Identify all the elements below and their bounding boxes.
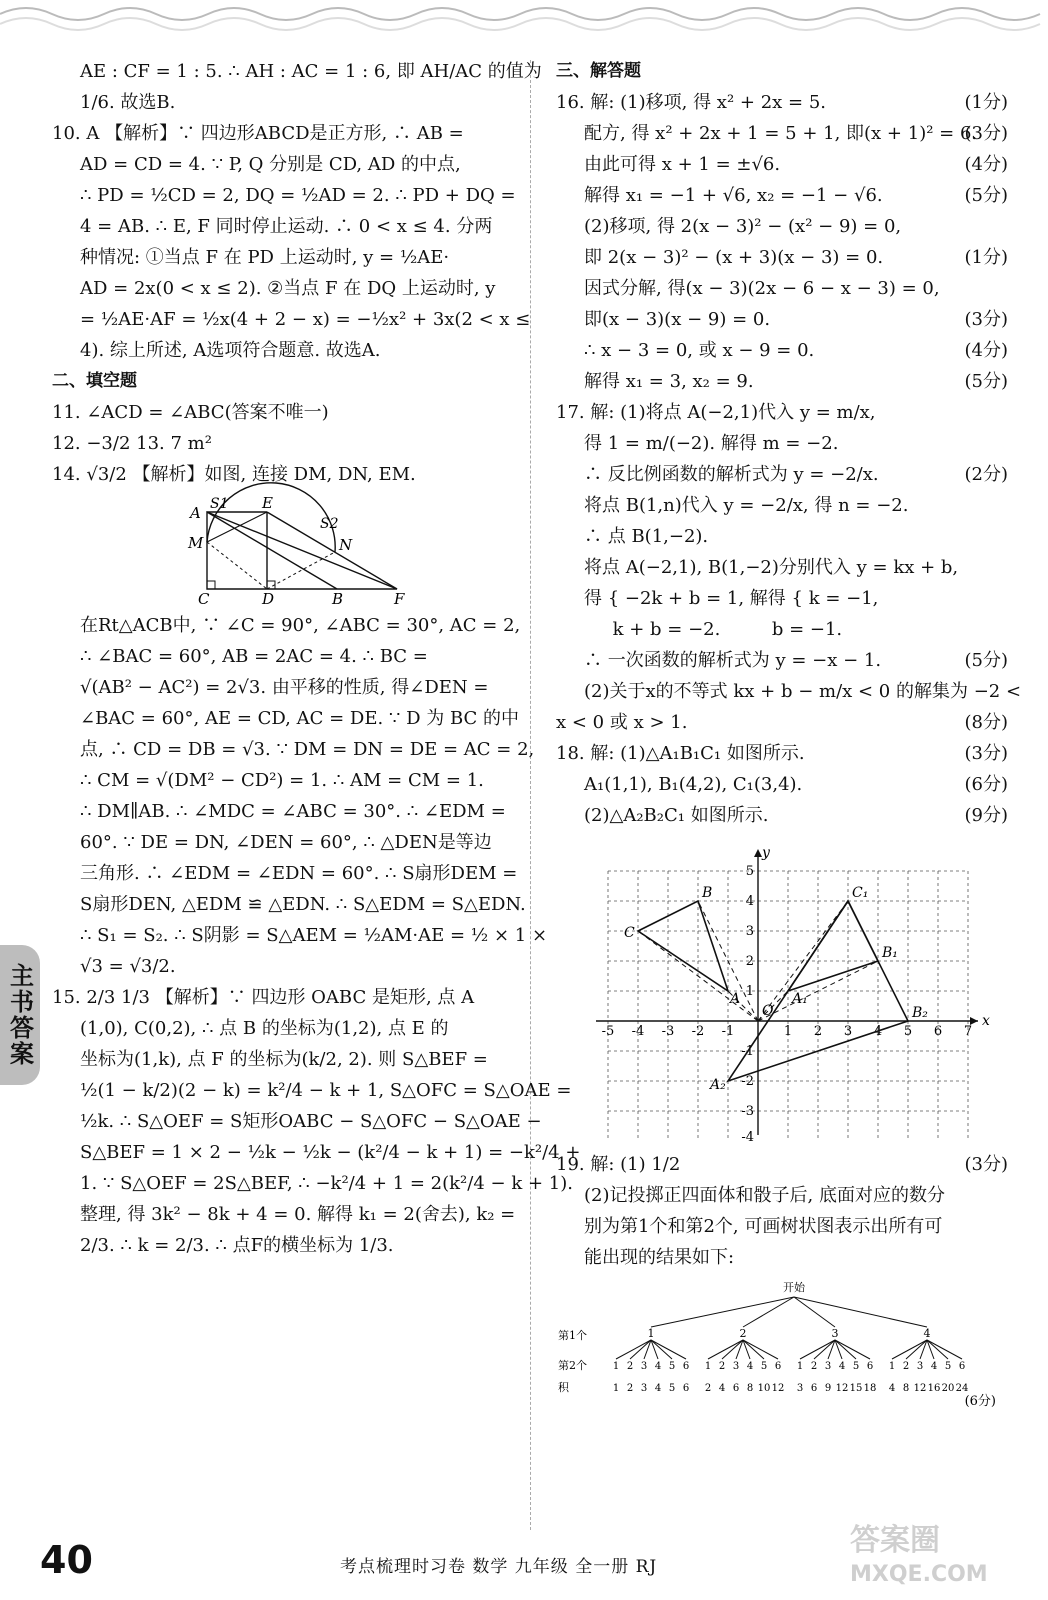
tree-product: 9 <box>824 1383 832 1394</box>
side-tab: 主书答案 <box>0 945 40 1085</box>
tick-y: -2 <box>741 1074 754 1089</box>
score: (8分) <box>964 712 1008 733</box>
text-line: 1. ∵ S△OEF = 2S△BEF, ∴ −k²/4 + 1 = 2(k²/4 − k + 1). <box>80 1173 573 1194</box>
right-column <box>556 56 1022 1411</box>
tree-product: 3 <box>796 1383 804 1394</box>
answer-line: 由此可得 x + 1 = ±√6. (4分) <box>556 149 1008 180</box>
tree-product: 6 <box>810 1383 818 1394</box>
text-line: ∴ S₁ = S₂. ∴ S阴影 = S△AEM = ½AM·AE = ½ × 1 × <box>80 925 548 946</box>
answer-line: ∴ 一次函数的解析式为 y = −x − 1. (5分) <box>556 645 1008 676</box>
point-C: C <box>624 925 635 941</box>
answer-line: ∴ 点 B(1,−2). <box>584 526 709 547</box>
text-line: S扇形DEN, △EDM ≌ △EDN. ∴ S△EDM = S△EDN. <box>80 894 526 915</box>
tree-second-node: 4 <box>746 1361 754 1372</box>
answer-line: 解得 x₁ = 3, x₂ = 9. (5分) <box>556 366 1008 397</box>
origin-label: O <box>762 1003 774 1019</box>
label-C: C <box>198 590 210 608</box>
tree-second-node: 1 <box>888 1361 896 1372</box>
tree-second-node: 5 <box>944 1361 952 1372</box>
text-line: 在Rt△ACB中, ∵ ∠C = 90°, ∠ABC = 30°, AC = 2, <box>80 615 521 636</box>
text-line: AE : CF = 1 : 5. ∴ AH : AC = 1 : 6, 即 AH/AC 的值为 <box>80 61 542 82</box>
text-line: 整理, 得 3k² − 8k + 4 = 0. 解得 k₁ = 2(舍去), k₂ = <box>80 1204 516 1225</box>
tree-first-node: 2 <box>739 1327 747 1340</box>
score: (4分) <box>964 340 1008 361</box>
tree-product: 18 <box>863 1383 877 1394</box>
text-line: ∠BAC = 60°, AE = CD, AC = DE. ∵ D 为 BC 的中 <box>80 708 520 729</box>
text-line: 11. ∠ACD = ∠ABC(答案不唯一) <box>52 402 329 423</box>
tree-second-node: 4 <box>654 1361 662 1372</box>
score: (3分) <box>964 123 1008 144</box>
answer-line: 将点 A(−2,1), B(1,−2)分别代入 y = kx + b, <box>584 557 959 578</box>
text-line: √(AB² − AC²) = 2√3. 由平移的性质, 得∠DEN = <box>80 677 489 698</box>
tree-product: 5 <box>668 1383 676 1394</box>
section-heading: 三、解答题 <box>556 61 641 81</box>
text-line: ∴ CM = √(DM² − CD²) = 1. ∴ AM = CM = 1. <box>80 770 484 791</box>
tree-first-node: 3 <box>831 1327 839 1340</box>
tick-x: 1 <box>783 1024 793 1039</box>
tree-product: 8 <box>902 1383 910 1394</box>
point-B: B <box>702 885 713 901</box>
text-line: 15. 2/3 1/3 【解析】∵ 四边形 OABC 是矩形, 点 A <box>52 987 475 1008</box>
answer-line: 得 { −2k + b = 1, 解得 { k = −1, <box>584 588 879 609</box>
point-C1: C₁ <box>852 885 869 901</box>
answer-line: 17. 解: (1)将点 A(−2,1)代入 y = m/x, <box>556 402 876 423</box>
tree-product: 20 <box>941 1383 955 1394</box>
tree-second-node: 5 <box>852 1361 860 1372</box>
tree-first-node: 1 <box>647 1327 655 1340</box>
text-line: S△BEF = 1 × 2 − ½k − ½k − (k²/4 − k + 1) = −k²/4 + <box>80 1142 581 1163</box>
tick-x: 7 <box>963 1024 973 1039</box>
tree-second-node: 6 <box>682 1361 690 1372</box>
tree-second-node: 3 <box>732 1361 740 1372</box>
tree-row3-label: 积 <box>558 1381 569 1394</box>
answer-line: ∴ 反比例函数的解析式为 y = −2/x. (2分) <box>556 459 1008 490</box>
answer-line: 配方, 得 x² + 2x + 1 = 5 + 1, 即(x + 1)² = 6. (3分) <box>556 118 1008 149</box>
tree-product: 15 <box>849 1383 863 1394</box>
label-D: D <box>262 590 275 608</box>
answer-line: 因式分解, 得(x − 3)(2x − 6 − x − 3) = 0, <box>584 278 940 299</box>
label-A: A <box>190 504 201 522</box>
page-top-border <box>0 0 1048 40</box>
tick-x: 2 <box>813 1024 823 1039</box>
tick-y: -3 <box>741 1104 754 1119</box>
label-M: M <box>188 534 204 552</box>
text-line: 种情况: ①当点 F 在 PD 上运动时, y = ½AE· <box>80 247 450 268</box>
text-line: 12. −3/2 13. 7 m² <box>52 433 212 454</box>
label-S2: S2 <box>320 516 339 532</box>
tick-x: -1 <box>721 1024 735 1039</box>
tree-product: 6 <box>732 1383 740 1394</box>
answer-line: 即(x − 3)(x − 9) = 0. (3分) <box>556 304 1008 335</box>
text-line: (1,0), C(0,2), ∴ 点 B 的坐标为(1,2), 点 E 的 <box>80 1018 449 1039</box>
answer-line: 将点 B(1,n)代入 y = −2/x, 得 n = −2. <box>584 495 909 516</box>
geometry-figure <box>52 494 512 606</box>
axis-x-label: x <box>982 1013 990 1029</box>
tick-y: 4 <box>745 894 754 909</box>
answer-line: (2)记投掷正四面体和骰子后, 底面对应的数分 <box>584 1185 945 1206</box>
score: (5分) <box>964 185 1008 206</box>
text-line: 1/6. 故选B. <box>80 92 176 113</box>
label-F: F <box>394 590 405 608</box>
column-divider <box>530 60 531 1530</box>
tick-x: 5 <box>903 1024 913 1039</box>
text-line: 三角形. ∴ ∠EDM = ∠EDN = 60°. ∴ S扇形DEM = <box>80 863 518 884</box>
watermark: 答案圈 MXQE.COM <box>850 1523 988 1587</box>
tick-x: -3 <box>661 1024 675 1039</box>
text-line: ½(1 − k/2)(2 − k) = k²/4 − k + 1, S△OFC = S△OAE = <box>80 1080 572 1101</box>
tree-second-node: 1 <box>704 1361 712 1372</box>
tree-product: 4 <box>654 1383 662 1394</box>
page-number: 40 <box>40 1538 93 1582</box>
text-line: 4 = AB. ∴ E, F 同时停止运动. ∴ 0 < x ≤ 4. 分两 <box>80 216 493 237</box>
answer-line: 解得 x₁ = −1 + √6, x₂ = −1 − √6. (5分) <box>556 180 1008 211</box>
answer-line: ∴ x − 3 = 0, 或 x − 9 = 0. (4分) <box>556 335 1008 366</box>
text-line: 14. √3/2 【解析】如图, 连接 DM, DN, EM. <box>52 464 416 485</box>
tick-x: -2 <box>691 1024 705 1039</box>
tree-product: 24 <box>955 1383 969 1394</box>
answer-line: 即 2(x − 3)² − (x + 3)(x − 3) = 0. (1分) <box>556 242 1008 273</box>
tree-second-node: 4 <box>930 1361 938 1372</box>
label-S1: S1 <box>210 496 229 512</box>
score: (2分) <box>964 464 1008 485</box>
coordinate-grid-figure <box>556 835 1008 1145</box>
tree-second-node: 3 <box>640 1361 648 1372</box>
score: (3分) <box>964 1154 1008 1175</box>
tick-y: 2 <box>745 954 754 969</box>
score: (5分) <box>964 371 1008 392</box>
tree-score: (6分) <box>964 1394 996 1409</box>
tick-y: 5 <box>745 864 754 879</box>
tick-x: 4 <box>873 1024 883 1039</box>
axis-y-label: y <box>762 845 770 861</box>
tree-product: 1 <box>612 1383 620 1394</box>
score: (1分) <box>964 247 1008 268</box>
tree-second-node: 6 <box>958 1361 966 1372</box>
text-line: ½k. ∴ S△OEF = S矩形OABC − S△OFC − S△OAE − <box>80 1111 542 1132</box>
tree-second-node: 1 <box>796 1361 804 1372</box>
tree-second-node: 6 <box>774 1361 782 1372</box>
tree-product: 12 <box>835 1383 849 1394</box>
answer-line: (2)△A₂B₂C₁ 如图所示. (9分) <box>556 800 1008 831</box>
answer-line: 16. 解: (1)移项, 得 x² + 2x = 5. (1分) <box>556 87 1008 118</box>
answer-line: 别为第1个和第2个, 可画树状图表示出所有可 <box>584 1216 943 1237</box>
tree-row1-label: 第1个 <box>558 1329 587 1342</box>
tick-y: -4 <box>741 1130 754 1145</box>
section-heading: 二、填空题 <box>52 371 137 391</box>
text-line: AD = CD = 4. ∵ P, Q 分别是 CD, AD 的中点, <box>80 154 461 175</box>
tree-second-node: 2 <box>626 1361 634 1372</box>
tick-x: -4 <box>631 1024 645 1039</box>
answer-line: 得 1 = m/(−2). 解得 m = −2. <box>584 433 839 454</box>
tick-y: 1 <box>745 984 754 999</box>
answer-line: 19. 解: (1) 1/2 (3分) <box>556 1149 1008 1180</box>
tree-product: 12 <box>771 1383 785 1394</box>
point-B1: B₁ <box>882 945 898 961</box>
tick-y: 3 <box>745 924 754 939</box>
tree-product: 16 <box>927 1383 941 1394</box>
tree-product: 10 <box>757 1383 771 1394</box>
tree-edge <box>743 1297 794 1327</box>
text-line: 点, ∴ CD = DB = √3. ∵ DM = DN = DE = AC = 2, <box>80 739 535 760</box>
score: (6分) <box>964 774 1008 795</box>
score: (3分) <box>964 743 1008 764</box>
text-line: 2/3. ∴ k = 2/3. ∴ 点F的横坐标为 1/3. <box>80 1235 394 1256</box>
answer-line: 18. 解: (1)△A₁B₁C₁ 如图所示. (3分) <box>556 738 1008 769</box>
text-line: = ½AE·AF = ½x(4 + 2 − x) = −½x² + 3x(2 < x ≤ <box>80 309 531 330</box>
text-line: 60°. ∵ DE = DN, ∠DEN = 60°, ∴ △DEN是等边 <box>80 832 492 853</box>
answer-line: k + b = −2. b = −1. <box>584 619 843 640</box>
text-line: ∴ ∠BAC = 60°, AB = 2AC = 4. ∴ BC = <box>80 646 428 667</box>
tree-edge <box>651 1297 794 1327</box>
left-column <box>52 56 581 1261</box>
tree-row2-label: 第2个 <box>558 1359 587 1372</box>
label-E: E <box>262 494 273 512</box>
point-A: A <box>730 991 741 1007</box>
score: (4分) <box>964 154 1008 175</box>
label-B: B <box>332 590 344 608</box>
tree-second-node: 3 <box>916 1361 924 1372</box>
tree-product: 6 <box>682 1383 690 1394</box>
score: (3分) <box>964 309 1008 330</box>
tree-second-node: 2 <box>718 1361 726 1372</box>
tree-second-node: 1 <box>612 1361 620 1372</box>
tick-x: 3 <box>843 1024 853 1039</box>
answer-line: A₁(1,1), B₁(4,2), C₁(3,4). (6分) <box>556 769 1008 800</box>
tree-second-node: 3 <box>824 1361 832 1372</box>
answer-line: (2)关于x的不等式 kx + b − m/x < 0 的解集为 −2 < <box>584 681 1022 702</box>
text-line: √3 = √3/2. <box>80 956 176 977</box>
point-B2: B₂ <box>912 1005 928 1021</box>
score: (9分) <box>964 805 1008 826</box>
tree-second-node: 2 <box>902 1361 910 1372</box>
answer-line: x < 0 或 x > 1. (8分) <box>556 707 1008 738</box>
tree-first-node: 4 <box>923 1327 931 1340</box>
answer-line: 能出现的结果如下: <box>584 1247 735 1268</box>
tree-second-node: 5 <box>760 1361 768 1372</box>
tree-second-node: 5 <box>668 1361 676 1372</box>
score: (5分) <box>964 650 1008 671</box>
tick-x: 6 <box>933 1024 943 1039</box>
tree-product: 12 <box>913 1383 927 1394</box>
text-line: ∴ PD = ½CD = 2, DQ = ½AD = 2. ∴ PD + DQ = <box>80 185 516 206</box>
footer-title: 考点梳理时习卷 数学 九年级 全一册 RJ <box>340 1557 658 1577</box>
label-N: N <box>339 536 353 554</box>
tick-x: -5 <box>601 1024 615 1039</box>
point-A1: A₁ <box>792 991 808 1007</box>
text-line: 4). 综上所述, A选项符合题意. 故选A. <box>80 340 381 361</box>
tree-diagram <box>556 1277 1008 1407</box>
tree-second-node: 2 <box>810 1361 818 1372</box>
tick-y: -1 <box>741 1044 754 1059</box>
tree-root: 开始 <box>783 1281 805 1294</box>
point-A2: A₂ <box>710 1077 726 1093</box>
answer-line: (2)移项, 得 2(x − 3)² − (x² − 9) = 0, <box>584 216 902 237</box>
tree-second-node: 4 <box>838 1361 846 1372</box>
text-line: 坐标为(1,k), 点 F 的坐标为(k/2, 2). 则 S△BEF = <box>80 1049 488 1070</box>
tree-product: 3 <box>640 1383 648 1394</box>
tree-product: 4 <box>888 1383 896 1394</box>
tree-second-node: 6 <box>866 1361 874 1372</box>
tree-product: 2 <box>704 1383 712 1394</box>
text-line: ∴ DM∥AB. ∴ ∠MDC = ∠ABC = 30°. ∴ ∠EDM = <box>80 801 506 822</box>
tree-product: 2 <box>626 1383 634 1394</box>
tree-product: 4 <box>718 1383 726 1394</box>
text-line: AD = 2x(0 < x ≤ 2). ②当点 F 在 DQ 上运动时, y <box>80 278 496 299</box>
score: (1分) <box>964 92 1008 113</box>
tree-product: 8 <box>746 1383 754 1394</box>
text-line: 10. A 【解析】∵ 四边形ABCD是正方形, ∴ AB = <box>52 123 464 144</box>
